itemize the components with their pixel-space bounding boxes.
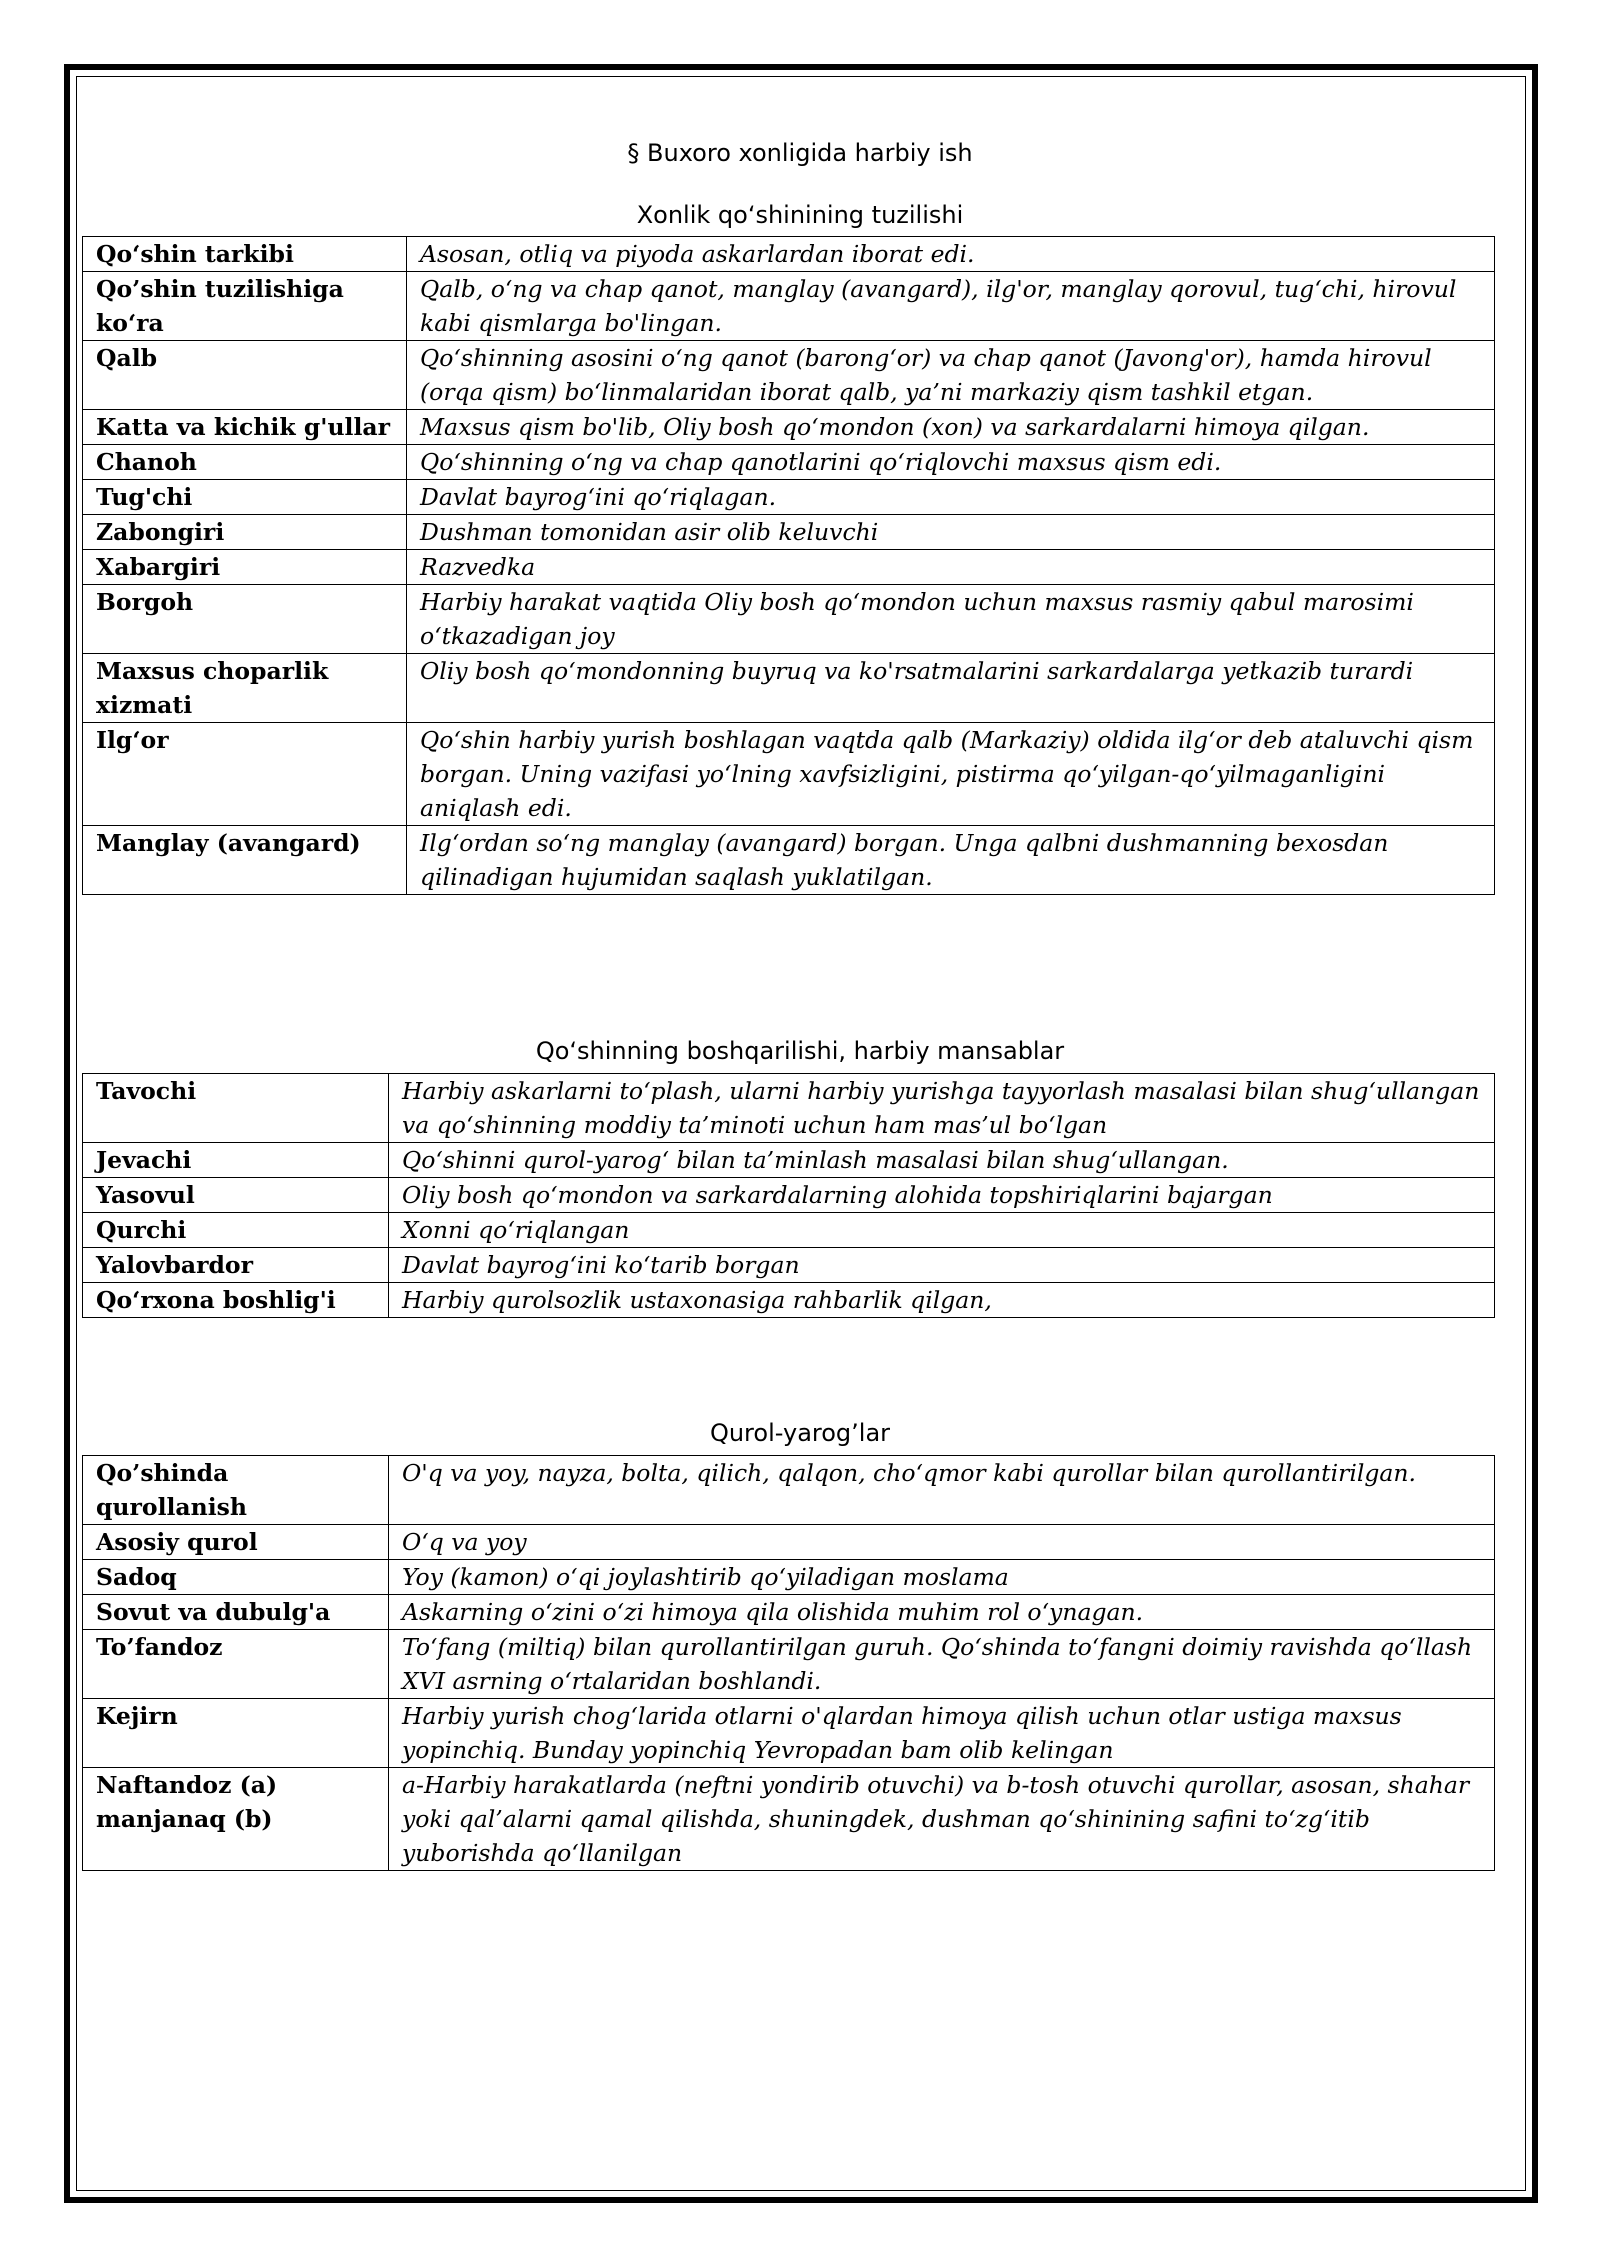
term-cell: Maxsus choparlik xizmati: [83, 654, 407, 723]
desc-cell: Davlat bayrog‘ini qo‘riqlagan.: [407, 480, 1495, 515]
term-cell: Katta va kichik g'ullar: [83, 410, 407, 445]
term-cell: Qo’shin tuzilishiga ko‘ra: [83, 272, 407, 341]
table-row: [83, 1143, 1495, 1178]
command-table: [82, 1073, 1495, 1318]
term-cell: Yasovul: [83, 1178, 389, 1213]
term-cell: Qo‘shin tarkibi: [83, 237, 407, 272]
desc-cell: Oliy bosh qo‘mondon va sarkardalarning alohida topshiriqlarini bajargan: [389, 1178, 1495, 1213]
term-cell: Asosiy qurol: [83, 1525, 389, 1560]
term-cell: Tug'chi: [83, 480, 407, 515]
desc-cell: a-Harbiy harakatlarda (neftni yondirib otuvchi) va b-tosh otuvchi qurollar, asosan, shahar yoki qal’alarni qamal qilishda, shuningdek, dushman qo‘shinining safini to‘zg‘itib yuborishda qo‘llanilgan: [389, 1768, 1495, 1871]
desc-cell: Yoy (kamon) o‘qi joylashtirib qo‘yiladigan moslama: [389, 1560, 1495, 1595]
term-cell: Tavochi: [83, 1074, 389, 1143]
term-cell: Qo’shinda qurollanish: [83, 1456, 389, 1525]
weapons-table: [82, 1455, 1495, 1871]
desc-cell: Oliy bosh qo‘mondonning buyruq va ko'rsatmalarini sarkardalarga yetkazib turardi: [407, 654, 1495, 723]
table-row: [83, 1595, 1495, 1630]
table-row: [83, 515, 1495, 550]
term-cell: Jevachi: [83, 1143, 389, 1178]
desc-cell: O'q va yoy, nayza, bolta, qilich, qalqon, cho‘qmor kabi qurollar bilan qurollantirilgan.: [389, 1456, 1495, 1525]
table-row: [83, 1283, 1495, 1318]
table-row: [83, 1456, 1495, 1525]
desc-cell: Qo‘shinning asosini o‘ng qanot (barong‘or) va chap qanot (Javong'or), hamda hirovul (orqa qism) bo‘linmalaridan iborat qalb, ya’ni markaziy qism tashkil etgan.: [407, 341, 1495, 410]
table-row: [83, 826, 1495, 895]
desc-cell: Harbiy harakat vaqtida Oliy bosh qo‘mondon uchun maxsus rasmiy qabul marosimi o‘tkazadigan joy: [407, 585, 1495, 654]
desc-cell: Ilg‘ordan so‘ng manglay (avangard) borgan. Unga qalbni dushmanning bexosdan qilinadigan hujumidan saqlash yuklatilgan.: [407, 826, 1495, 895]
desc-cell: Harbiy qurolsozlik ustaxonasiga rahbarlik qilgan,: [389, 1283, 1495, 1318]
desc-cell: Qo‘shinning o‘ng va chap qanotlarini qo‘riqlovchi maxsus qism edi.: [407, 445, 1495, 480]
table-row: [83, 445, 1495, 480]
table-row: [83, 1178, 1495, 1213]
table-row: [83, 480, 1495, 515]
table-row: [83, 1768, 1495, 1871]
section-title-structure: Xonlik qo‘shinining tuzilishi: [636, 201, 964, 229]
desc-cell: Dushman tomonidan asir olib keluvchi: [407, 515, 1495, 550]
section-title-command: Qo‘shinning boshqarilishi, harbiy mansablar: [535, 1037, 1065, 1065]
term-cell: To’fandoz: [83, 1630, 389, 1699]
desc-cell: Maxsus qism bo'lib, Oliy bosh qo‘mondon (xon) va sarkardalarni himoya qilgan.: [407, 410, 1495, 445]
desc-cell: To‘fang (miltiq) bilan qurollantirilgan guruh. Qo‘shinda to‘fangni doimiy ravishda qo‘llash XVI asrning o‘rtalaridan boshlandi.: [389, 1630, 1495, 1699]
desc-cell: Asosan, otliq va piyoda askarlardan iborat edi.: [407, 237, 1495, 272]
term-cell: Naftandoz (a) manjanaq (b): [83, 1768, 389, 1871]
term-cell: Xabargiri: [83, 550, 407, 585]
term-cell: Qo‘rxona boshlig'i: [83, 1283, 389, 1318]
desc-cell: Davlat bayrog‘ini ko‘tarib borgan: [389, 1248, 1495, 1283]
desc-cell: Askarning o‘zini o‘zi himoya qila olishida muhim rol o‘ynagan.: [389, 1595, 1495, 1630]
term-cell: Sadoq: [83, 1560, 389, 1595]
desc-cell: Qalb, o‘ng va chap qanot, manglay (avangard), ilg'or, manglay qorovul, tug‘chi, hirovul kabi qismlarga bo'lingan.: [407, 272, 1495, 341]
desc-cell: Harbiy askarlarni to‘plash, ularni harbiy yurishga tayyorlash masalasi bilan shug‘ullangan va qo‘shinning moddiy ta’minoti uchun ham mas’ul bo‘lgan: [389, 1074, 1495, 1143]
desc-cell: Qo‘shinni qurol-yarog‘ bilan ta’minlash masalasi bilan shug‘ullangan.: [389, 1143, 1495, 1178]
table-row: [83, 1630, 1495, 1699]
table-row: [83, 585, 1495, 654]
table-row: [83, 341, 1495, 410]
term-cell: Ilg‘or: [83, 723, 407, 826]
desc-cell: Razvedka: [407, 550, 1495, 585]
table-row: [83, 410, 1495, 445]
term-cell: Yalovbardor: [83, 1248, 389, 1283]
desc-cell: Harbiy yurish chog‘larida otlarni o'qlardan himoya qilish uchun otlar ustiga maxsus yopinchiq. Bunday yopinchiq Yevropadan bam olib kelingan: [389, 1699, 1495, 1768]
page-title: § Buxoro xonligida harbiy ish: [627, 139, 973, 167]
desc-cell: O‘q va yoy: [389, 1525, 1495, 1560]
term-cell: Kejirn: [83, 1699, 389, 1768]
structure-table: [82, 236, 1495, 895]
term-cell: Qurchi: [83, 1213, 389, 1248]
section-title-weapons: Qurol-yarog’lar: [709, 1419, 891, 1447]
term-cell: Manglay (avangard): [83, 826, 407, 895]
table-row: [83, 1560, 1495, 1595]
table-row: [83, 237, 1495, 272]
term-cell: Sovut va dubulg'a: [83, 1595, 389, 1630]
table-row: [83, 1699, 1495, 1768]
desc-cell: Qo‘shin harbiy yurish boshlagan vaqtda qalb (Markaziy) oldida ilg‘or deb ataluvchi qism borgan. Uning vazifasi yo‘lning xavfsizligini, pistirma qo‘yilgan-qo‘yilmaganligini aniqlash edi.: [407, 723, 1495, 826]
table-row: [83, 272, 1495, 341]
table-row: [83, 723, 1495, 826]
table-row: [83, 1074, 1495, 1143]
term-cell: Qalb: [83, 341, 407, 410]
table-row: [83, 550, 1495, 585]
table-row: [83, 1525, 1495, 1560]
desc-cell: Xonni qo‘riqlangan: [389, 1213, 1495, 1248]
table-row: [83, 1213, 1495, 1248]
term-cell: Chanoh: [83, 445, 407, 480]
term-cell: Zabongiri: [83, 515, 407, 550]
term-cell: Borgoh: [83, 585, 407, 654]
table-row: [83, 654, 1495, 723]
table-row: [83, 1248, 1495, 1283]
